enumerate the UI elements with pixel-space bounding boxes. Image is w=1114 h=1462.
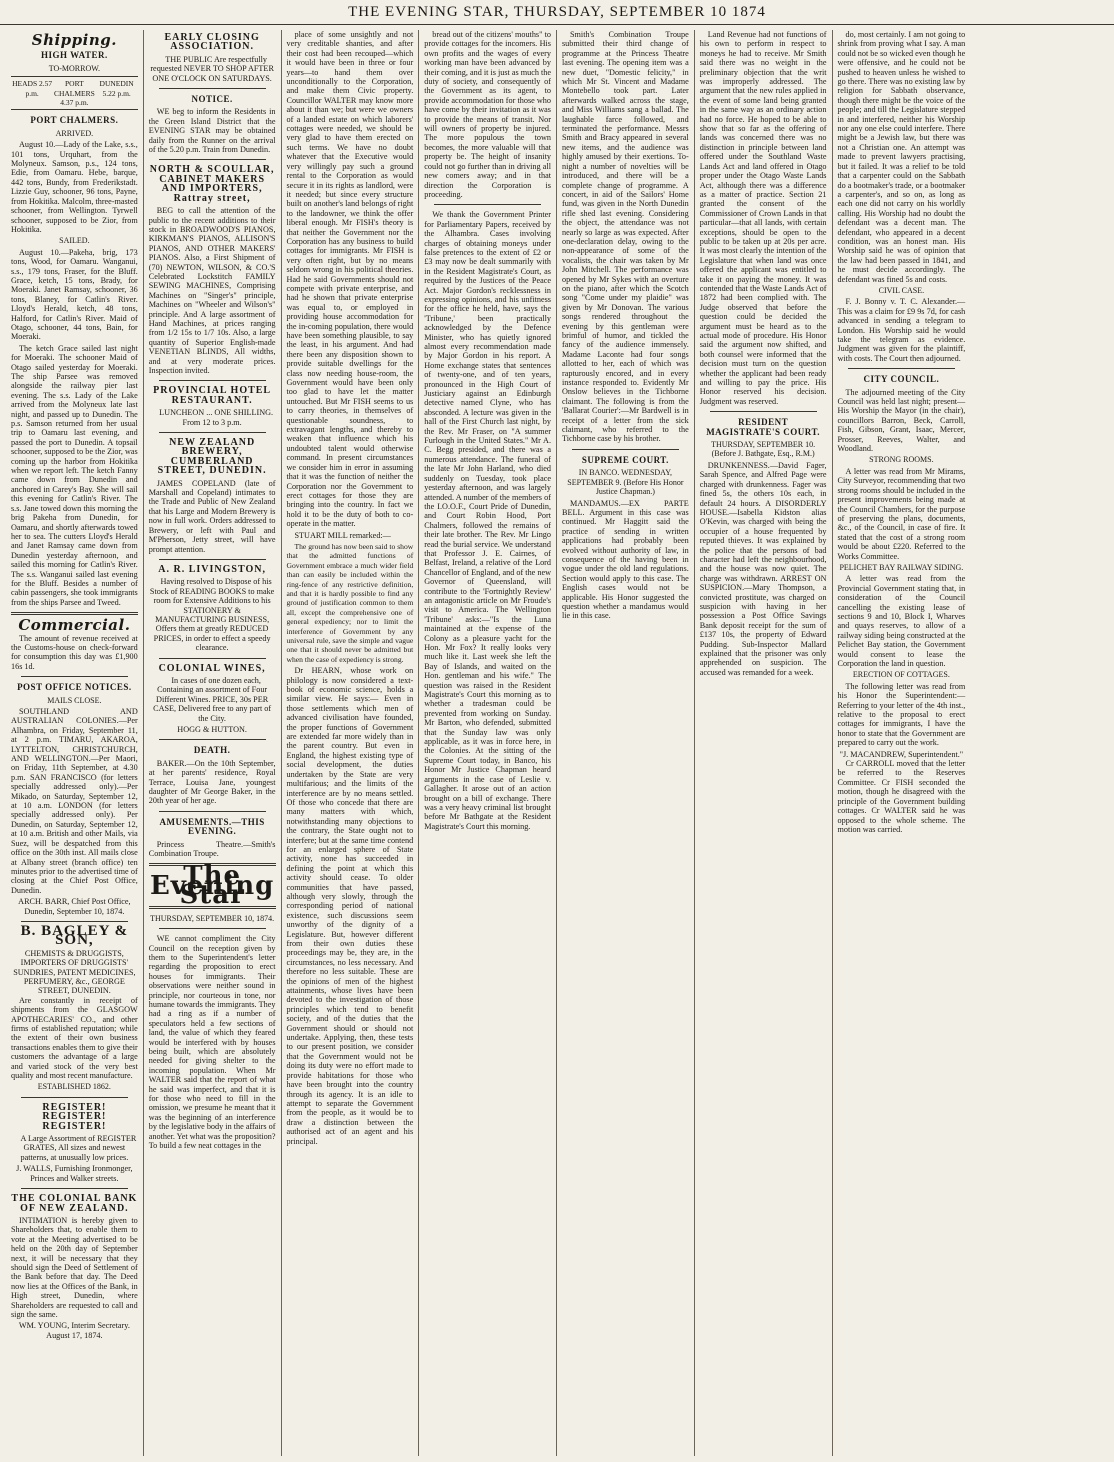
early-closing-heading: EARLY CLOSING ASSOCIATION. (164, 32, 260, 53)
scoullar-heading: NORTH & SCOULLAR, CABINET MAKERS AND IMPORTERS, Rattray street, (149, 164, 275, 204)
arrived-label: ARRIVED. (55, 128, 94, 138)
cottages-heading: ERECTION OF COTTAGES. (852, 670, 950, 680)
divider (159, 928, 266, 929)
rm-court-text: DRUNKENNESS.—David Fager, Sarah Spence, and Alfred Page were charged with drunkenness. Fager was fined 5s, the others 10s each, in default 24 hours. A DISORDERLY HOUSE.—Isabella Kidston alias O'Kevin, was charged with being the occupier of a house frequented by reputed thieves. It was explained by the police that the persons of bad character had left the neighbourhood, and the house was now quiet. The charge was withdrawn. ARREST ON SUSPICION.—Mary Thompson, a convicted prostitute, was charged on suspicion with having in her possession a Post Office Savings Bank deposit receipt for the sum of £137 10s, the property of Edward Pudding. Sub-Inspector Mallard explained that the prisoner was only apprehended on suspicion. The accused was remanded for a week. (699, 460, 827, 677)
shipping-text: The ketch Grace sailed last night for Moeraki. The schooner Maid of Otago sailed yesterday for Moeraki. The ship Parsee was removed alongside the railway pier last evening. The s.s. Lady of the Lake arrived from the Molyneux late last night, and passed up to Dunedin. The p.s. Samson returned from her usual trip to Oamaru last evening, and passed the port to Dunedin. A topsail schooner, supposed to be the Zior, was coming up the harbor from Hokitika when we report left. The ketch Fanny came down from Dunedin and anchored in Carey's Bay. She will sail this evening for Catlin's River. The s.s. Jane towed down this morning the brig Pakeha from Dunedin, for Oamaru, and shortly afterwards towed her to sea. The cutters Lloyd's Herald and Janet Ramsay came down from Dunedin yesterday afternoon, and sailed this morning for Catlin's River. The s.s. Wanganui sailed last evening for the Bluff. Besides a number of cabin passengers, she took immigrants from the ships Parsee and Tweed. (11, 343, 138, 607)
register-signature: J. WALLS, Furnishing Ironmonger, Princes and Walker streets. (16, 1164, 133, 1183)
wines-signature: HOGG & HUTTON. (177, 725, 247, 734)
news-items: We thank the Government Printer for Parliamentary Papers, received by the Alhambra. Cases involving charges of obtaining moneys under false pretences to the extent of £2 or £3 may now be dealt summarily with in the Resident Magistrate's Court, as required by the Justices of the Peace Act. Major Gordon's recklessness in expressing opinions, and his unfitness for the office he held, have, says the 'Tribune,' been practically acknowledged by the Defence Minister, who has quietly ignored almost every recommendation made by Major Gordon in his report. A Home exchange states that sentences of twenty-one, and of ten years, pronounced in the High Court of Justiciary against an Edinburgh detective named Clyne, who has absconded. A lecture was given in the hall of the First Church last night, by the Rev. Mr Fraser, on "A summer Furlough in the United States." Mr A. C. Begg presided, and there was a numerous attendance. The funeral of the late Mr John Harland, who died suddenly on Tuesday, took place yesterday afternoon, and was largely attended. A number of the members of the I.O.O.F., Court Pride of Dunedin, and Court Robin Hood, Port Chalmers, followed the remains of their late brother. The Rev. Mr Lingo read the burial service. We understand that Professor J. E. Cairnes, of Belfast, Ireland, a relative of the Lord Chancellor of England, and of the new Governor of Queensland, will contribute to the 'Fortnightly Review' an antagonistic article on Mr Froude's visit to America. The Wellington 'Tribune' asks:—"Is the Luna maintained at the expense of the Colony as a pleasure yacht for the Hon. Mr Fox? It really looks very much like it. Last week she left the Bay of Islands, and waited on the Hon. gentleman and his wife." The question was raised in the Resident Magistrate's Court this morning as to whether a tradesman could be prevented from working on Sunday. Mr Barton, who defended, submitted that the Sunday law was only applicable, as it was in force here, in the Colonies. At the sitting of the Supreme Court today, in Banco, his Honor Mr Justice Chapman heard arguments in the case of Leslie v. Gallagher. It arose out of an action brought on a bill of exchange. There was a very heavy criminal list brought before Mr Bathgate at the Resident Magistrate's Court this morning. (424, 210, 551, 831)
divider (159, 159, 266, 160)
sailed-text: August 10.—Pakeha, brig, 173 tons, Wood, for Oamaru. Wanganui, s.s., 179 tons, Fraser, for the Bluff. Grace, ketch, 15 tons, Brady, for Moeraki. Janet Ramsay, schooner, 36 tons, Blaney, for Catlin's River. Lloyd's Herald, ketch, 48 tons, Halford, for Catlin's River. Maid of Otago, schooner, 44 tons, Bain, for Moeraki. (11, 247, 138, 342)
cottages-text: The following letter was read from his Honor the Superintendent:—Referring to your letter of the 4th inst., relative to the proposal to erect cottages for immigrants, I have the honor to state that the Government are prepared to carry out the work. (837, 681, 966, 748)
tide-dunedin: DUNEDIN 5.22 p.m. (99, 79, 134, 98)
superintendent-signature: "J. MACANDREW, Superintendent." (839, 749, 964, 759)
port-chalmers-heading: PORT CHALMERS. (30, 115, 119, 126)
bank-text: INTIMATION is hereby given to Shareholders that, to enable them to vote at the Meeting advertised to be held on the 20th day of September next, it will be necessary that they should sign the Deed of Settlement of the Bank before that day. The Deed now lies at the Offices of the Bank, in High street, Dunedin, where Shareholders are requested to call and sign the same. (11, 1215, 138, 1319)
column-2 (144, 30, 282, 1456)
divider (21, 1097, 128, 1098)
civil-case-text: F. J. Bonny v. T. C. Alexander.—This was a claim for £9 9s 7d, for cash advanced in sending a telegram to London. His Worship said he would take the telegram as evidence. Judgment was given for the plaintiff, with costs. The Court then adjourned. (837, 297, 966, 363)
bagley-lines: CHEMISTS & DRUGGISTS, IMPORTERS OF DRUGGISTS' SUNDRIES, PATENT MEDICINES, PERFUMERY, &c., GEORGE STREET, DUNEDIN. (13, 948, 136, 996)
register-heading: REGISTER! REGISTER! REGISTER! (42, 1101, 107, 1132)
city-council-heading: CITY COUNCIL. (863, 374, 940, 385)
rm-court-sub: THURSDAY, SEPTEMBER 10. (Before J. Bathgate, Esq., R.M.) (711, 440, 816, 459)
column-6 (695, 30, 833, 1456)
wines-heading: COLONIAL WINES, (158, 662, 266, 674)
local-news: Smith's Combination Troupe submitted their third change of programme at the Princess Theatre last evening. The opening item was a new duet, "Domestic felicity," in which Mr St. Vincent and Madame Montebello took part. Later afterwards walked across the stage, and Miss Williams sang a ballad. The laughable farce followed, and terminated the performance. Messrs Smith and Bracy appeared in several new items, and the audience was highly amused by their exertions. To-night a number of novelties will be introduced, and there will be a complete change of programme. A concert, in aid of the Sailors' Home fund, was given in the North Dunedin rifle shed last evening. Considering the object, the attendance was not nearly so large as was expected. After one-declaration delay, owing to the non-appearance of some of the vocalists, the chair was taken by Mr John Mitchell. The performance was opened by Mr Sykes with an overture on the piano, after which the Scotch song "Come under my plaidie" was given by Mr Donovan. The various songs rendered throughout the evening by this gentleman were brimful of humor, and tickled the fancy of the audience immensely. Madame Laconte had four songs allotted to her, each of which was rapturously encored, and in every instance responded to. Evidently Mr Onslow believes in the Tichborne claimant. The following is from the 'Ballarat Courier':—Mr Bardwell is in receipt of a letter from the sick claimant, who referred to the Tichborne case by his brother. (562, 30, 689, 444)
supreme-court-sub: IN BANCO. WEDNESDAY, SEPTEMBER 9. (Before His Honor Justice Chapman.) (567, 468, 684, 497)
divider (572, 449, 679, 450)
column-container (6, 30, 1108, 1456)
leader-continued: place of some unsightly and not very creditable shanties, and after their cost had been recouped—which it would have been in three or four years—to hand them over unconditionally to the Corporation, and make them Civic property. Councillor WALTER may know more about it than we; but were we owners of a landed estate on which laborers' cottages were needed, we should be very glad to have them erected on such terms. We have no doubt whatever that the Executive would very willingly pay such a ground rental to the Corporation as would secure it in its rights as landlord, were it needed; but since every structure built on another's land belongs of right to the landowner, we think the offer liberal enough. Mr FISH's theory is that neither the Government nor the Corporation has any business to build cottages for immigrants. Mr FISH is very often right, but by no means seldom wrong in his political theories. Had he said Governments should not compete with private enterprise, and had he shown that private enterprise was equal to, or employed in providing house accommodation for the in-coming population, there would have been something plausible, to say the least, in his argument. And had there been any disposition shown to provide suitable dwellings for the class now needing house-room, the Government would have been only too glad to have let the matter untouched. But Mr FISH seems to us to carry theories, in themselves of questionable soundness, to extravagant lengths, and thereby to weaken that influence which his undoubted talent would otherwise command. In present circumstances we consider him in error in assuming that it was the function of neither the Corporation nor the Government to erect cottages for those they are bringing into the country. In fact we hold it to be the duty of both to co-operate in the matter. (286, 30, 414, 529)
column-7 (833, 30, 971, 1456)
tide-table (11, 76, 138, 110)
sunday-labor-text: do, most certainly. I am not going to shrink from proving what I say. A man could not be so wicked even though he were offensive, and he could not be pushed to heaven unless he wished to go there. There was no existing law by religion for Sabbath observance, though there might be the voice of the people; and till the Legislature stepped in and interfered, neither his Worship nor any one else could interfere. There might be a Jewish law, but there was not a Christian one. An attempt was made to prevent lawyers practising, but it failed. It was a relief to be told that a carpenter could on the Sabbath do a bootmaker's trade, or a bootmaker a carpenter's, and so on, as long as each one did not carry on his worldly calling. His Worship had no doubt the defendant was a decent man. The defendant, who appeared in a decent condition, was an honest man. His Worship said he was of opinion that the law had been passed in 1841, and he must decide accordingly. The defendant was fined 5s and costs. (837, 30, 966, 284)
divider (159, 380, 266, 381)
bank-heading: THE COLONIAL BANK OF NEW ZEALAND. (11, 1193, 138, 1214)
death-text: BAKER.—On the 10th September, at her parents' residence, Royal Terrace, Louisa Jane, youngest daughter of Mr George Baker, in the 20th year of her age. (148, 758, 276, 806)
post-office-signature: ARCH. BARR, Chief Post Office, Dunedin, September 10, 1874. (18, 897, 131, 916)
issue-date: THURSDAY, SEPTEMBER 10, 1874. (150, 913, 275, 923)
rm-court-heading: RESIDENT MAGISTRATE'S COURT. (706, 417, 821, 437)
bagley-text: Are constantly in receipt of shipments from the GLASGOW APOTHECARIES' CO., and other firms of established reputation; while the extent of their own business transactions enables them to give their customers the advantage of a large and varied stock of the very best quality and most recent manufacture. (11, 995, 138, 1081)
post-office-text: SOUTHLAND AND AUSTRALIAN COLONIES.—Per Alhambra, on Friday, September 11, at 2 p.m. TIMARU, AKAROA, LYTTELTON, CHRISTCHURCH, AND WELLINGTON.—Per Maori, on Friday, 11th September, at 4.30 p.m. SAN FRANCISCO (for letters specially addressed only).—Per Mikado, on Saturday, September 12, at 10 a.m. LONDON (for letters specially addressed only). Per Dunedin, on Saturday, September 12, at 10 a.m. British and other Mails, via Suez, will be despatched from this office on the 30th inst. All mails close at Albany street (branch office) ten minutes prior to the advertised time of closing at the Chief Post Office, Dunedin. (11, 707, 138, 895)
railway-heading: PELICHET BAY RAILWAY SIDING. (839, 562, 964, 572)
page-masthead: THE EVENING STAR, THURSDAY, SEPTEMBER 10 1874 (0, 4, 1114, 25)
divider (11, 612, 138, 615)
tide-heads: HEADS 2.57 p.m. (12, 79, 53, 98)
city-council-text: The adjourned meeting of the City Council was held last night; present—His Worship the Mayor (in the chair), councillors Barron, Beck, Carroll, Fish, Gibson, Grant, Isaac, Mercer, Prosser, Reeves, Walter, and Woodland. (837, 387, 966, 454)
sailed-label: SAILED. (59, 236, 90, 246)
leader-conclusion: bread out of the citizens' mouths" to provide cottages for the incomers. His own profits and the wages of every working man have been advanced by their coming, and it is just as much the duty of society, and consequently of the Government as its agent, to provide accommodation for those who have come by their invitation as it was to provide the means of transit. Nor will owners of property be injured. The more populous the town becomes, the more valuable will that property be. The height of insanity could not go further than in driving all new comers away; and in that direction the Corporation is proceeding. (424, 30, 551, 199)
tide-port-chalmers: PORT CHALMERS 4.37 p.m. (53, 79, 95, 108)
scoullar-text: BEG to call the attention of the public to the recent additions to their stock in BROADWOOD'S PIANOS, KIRKMAN'S PIANOS, ALLISON'S PIANOS, AND OTHER MAKERS' PIANOS. Also, a First Shipment of (70) NEWTON, WILSON, & CO.'S Celebrated Lockstitch FAMILY SEWING MACHINES, Comprising Machines on "Singer's" principle, Machines on "Wheeler and Wilson's" principle. And A large assortment of Hand Machines, at prices ranging from 1/2 15s to 1/7 10s. Also, a large quantity of Superior English-made VENETIAN BLINDS, All widths, and at very moderate prices. Inspection invited. (148, 206, 276, 375)
mails-close-label: MAILS CLOSE. (47, 695, 102, 705)
divider (21, 676, 128, 677)
leader-text: WE cannot compliment the City Council on the reception given by them to the Superintendent's letter regarding the proposition to erect houses for immigrants. Their observations were neither sound in principle, nor courteous in tone, nor humane towards the immigrants. They had a ring as if a number of speculators held a few sections of land, the value of which they feared would be interfered with by houses being built, which are absolutely needed for giving shelter to the incoming population. When Mr WALTER said that the report of what he said was imperfect, and that it is for those who need to fill in the omission, we presume he meant that it was the beginning of an interference by the legislative body in the affairs of another. Yet what was the proposition? To build a few neat cottages in the (148, 934, 276, 1151)
high-water-heading: HIGH WATER. (41, 50, 108, 61)
hotel-text: LUNCHEON ... ONE SHILLING. From 12 to 3 p.m. (159, 408, 274, 427)
notice-text: WE beg to inform the Residents in the Green Island District that the EVENING STAR may be obtained daily from the Runner on the arrival of the 5.20 p.m. Train from Dunedin. (148, 107, 276, 155)
divider (159, 559, 266, 560)
post-office-heading: POST OFFICE NOTICES. (17, 682, 132, 693)
mill-attribution: STUART MILL remarked:— (294, 530, 391, 540)
brewery-text: JAMES COPELAND (late of Marshall and Copeland) intimates to the Trade and Public of New Zealand that his Large and Modern Brewery is now in full work. Orders addressed to Brewery, or left with Paul and M'Pherson, Jetty street, will have prompt attention. (148, 478, 276, 554)
leader-continued-2: Dr HEARN, whose work on philology is now considered a text-book of economic science, holds a similar view. He says:— Even in those settlements which men of advanced civilisation have founded, the proper functions of Government are extended far more widely than in the parent country. But even in England, the highest existing type of social development, the duties undertaken by the State are very multifarious; and the limits of the interference are by no means settled. Of those who concede that there are many matters with which, notwithstanding many objections to the contrary, the State ought not to interfere; but at the same time contend for an enlarged sphere of State activity, none has succeeded in defining the point at which this activity should cease. To older communities that have passed, although very slowly, through the corresponding period of national existence, such discussions seem unworthy of the dignity of a Legislature. But, however different from their own duties these proceedings may be, they are, in the circumstances, no less necessary. And therefore no less suitable. These are the opinions of men of the highest attainments, whose lives have been devoted to the investigation of those principles which tend to benefit society, and of the duties that the Government should or should not undertake. Applying, then, these tests to our present position, we consider that the Government would not be doing its duty were no effort made to provide habitations for those who have been brought into the country through its agency. It is an idle to attempt to separate the Government from the people, as it would be to draw a distinction between the authorised act of an agent and his principal. (286, 666, 414, 1146)
brewery-heading: NEW ZEALAND BREWERY, CUMBERLAND STREET, DUNEDIN. (157, 437, 267, 477)
column-3 (282, 30, 420, 1456)
commercial-heading: Commercial. (18, 616, 131, 635)
bank-signature: WM. YOUNG, Interim Secretary. August 17, 1874. (18, 1321, 130, 1340)
column-4 (419, 30, 557, 1456)
mill-quote: The ground has now been said to show that the admitted functions of Government embrace a much wider field than can easily be included within the ring-fence of any restrictive definition, and that it is hardly possible to find any ground of justification common to them all, except the comprehensive one of general expediency; nor to limit the interference of Government by any universal rule, save the simple and vague one that it should never be admitted but when the case of expediency is strong. (286, 541, 414, 664)
divider (848, 368, 956, 369)
column-5 (557, 30, 695, 1456)
divider (159, 658, 266, 659)
court-continued: Land Revenue had not functions of his own to perform in respect to moneys he had to receive. Mr Smith said there was no weight in the preliminary objection that the writ was improperly addressed. The argument that the new rules applied in the event of some land being granted in the same way as an ordinary action had no force. He hoped to be able to show that so far as the offering of lands was concerned there was no distinction in principle between land offered under the Southland Waste Lands Act and land offered in Otago proper under the Otago Waste Lands Act, although there was a difference as a matter of practice. Section 21 granted the consent of the Commissioner of Crown Lands in that particular—that all lands, with certain exceptions, should be open to the public to be taken up at 20s per acre. It was most clearly the intention of the Legislature that when land was once offered the applicant was entitled to take it on paying the money. It was contended that the Waste Lands Act of 1872 had been complied with. The Judge observed that before the question could be decided the argument must be heard as to the actual mode of procedure. His Honor said the argument now shifted, and both counsel were informed that the decision must turn on the question whether the applicant had been ready and willing to pay the price. His Honor reserved his decision. Judgment was reserved. (699, 30, 827, 406)
supreme-court-heading: SUPREME COURT. (581, 454, 669, 465)
column-1 (6, 30, 144, 1456)
divider (710, 411, 817, 412)
amusements-text: Princess Theatre.—Smith's Combination Troupe. (148, 839, 276, 859)
divider (159, 739, 266, 740)
divider (159, 811, 266, 812)
bagley-heading: B. BAGLEY & SON, (20, 922, 129, 949)
divider (21, 1188, 128, 1189)
livingston-text: Having resolved to Dispose of his Stock of READING BOOKS to make room for Extensive Additions to his STATIONERY & MANUFACTURING BUSINESS, Offers them at greatly REDUCED PRICES, in order to effect a speedy clearance. (149, 577, 275, 653)
supreme-court-text: MANDAMUS.—EX PARTE BELL. Argument in this case was continued. Mr Haggitt said the practice of sending in written applications had probably been evolved without authority of law, in consequence of the having been in vogue under the old land regulations. Section would apply to this case. The English cases would not be applicable. His Honor suggested the question whether a mandamus would lie in this case. (562, 498, 689, 621)
established-label: ESTABLISHED 1862. (37, 1082, 111, 1092)
wines-text: In cases of one dozen each, Containing an assortment of Four Different Wines. PRICE, 30s PER CASE, Delivered free to any part of the City. (153, 675, 272, 723)
early-closing-text: THE PUBLIC Are respectfully requested NEVER TO SHOP AFTER ONE O'CLOCK ON SATURDAYS. (150, 54, 274, 83)
notice-heading: NOTICE. (191, 94, 233, 105)
newspaper-flag: The Evening Star (149, 861, 275, 911)
register-text: A Large Assortment of REGISTER GRATES, All sizes and newest patterns, at unusually low prices. (20, 1134, 137, 1162)
civil-case-heading: CIVIL CASE. (878, 285, 925, 295)
cottages-text-2: Cr CARROLL moved that the letter be referred to the Reserves Committee. Cr FISH seconded the motion, though he disagreed with the principle of the Government building cottages. Cr WALTER said he was opposed to the whole scheme. The motion was carried. (837, 759, 966, 834)
strong-rooms-heading: STRONG ROOMS. (869, 455, 934, 465)
livingston-heading: A. R. LIVINGSTON, (158, 563, 266, 575)
death-heading: DEATH. (193, 745, 231, 756)
commercial-text: The amount of revenue received at the Customs-house on check-forward for consumption this day was £1,900 16s 1d. (11, 633, 138, 671)
amusements-heading: AMUSEMENTS.—THIS EVENING. (159, 816, 265, 837)
hotel-heading: PROVINCIAL HOTEL RESTAURANT. (153, 385, 272, 406)
arrived-text: August 10.—Lady of the Lake, s.s., 101 tons, Urquhart, from the Molyneux. Samson, p.s., 124 tons, Edie, from Oamaru. Hebe, barque, 442 tons, Bundy, from Frederikstadt. Lizzie Guy, schooner, 96 tons, Payne, from Hokitika. Malcolm, three-masted schooner, from Wellington. Tyrwell schooner, supposed to be Zior, from Hokitika. (11, 140, 138, 234)
tomorrow-label: TO-MORROW. (48, 63, 101, 73)
divider (434, 204, 541, 205)
divider (159, 88, 266, 89)
strong-rooms-text: A letter was read from Mr Mirams, City Surveyor, recommending that two strong rooms should be included in the present improvements being made at the Council Chambers, for the purpose of preserving the plans, documents, &c., of the Council, in case of fire. It stated that the cost of a strong room would be about £220. Referred to the Works Committee. (837, 466, 966, 561)
divider (159, 432, 266, 433)
railway-text: A letter was read from the Provincial Government stating that, in consideration of the Council cancelling the existing lease of sections 9 and 10, Block I, Wharves and quays reserves, to allow of a railway siding being constructed at the Pelichet Bay station, the Government would consent to lease the Corporation the land in question. (837, 574, 966, 668)
shipping-heading: Shipping. (31, 31, 117, 49)
divider (21, 921, 128, 922)
